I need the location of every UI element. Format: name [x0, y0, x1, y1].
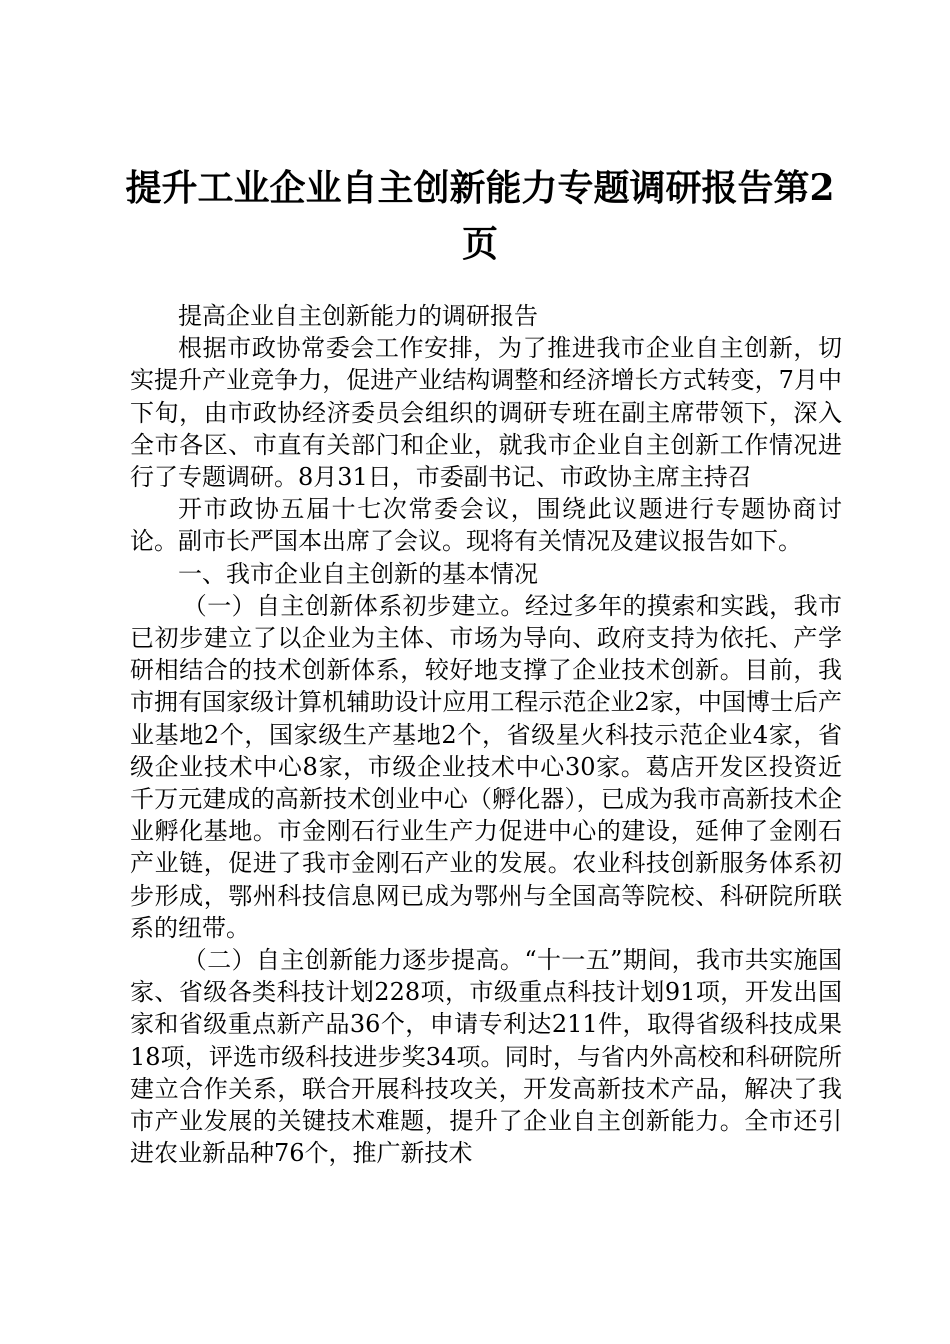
paragraph-meeting: 开市政协五届十七次常委会议，围绕此议题进行专题协商讨论。副市长严国本出席了会议。现将有关情况及建议报告如下。	[130, 495, 842, 556]
section-heading-basic-situation: 一、我市企业自主创新的基本情况	[178, 559, 538, 588]
paragraph-innovation-capacity: （二）自主创新能力逐步提高。“十一五”期间，我市共实施国家、省级各类科技计划228项，市级重点科技计划91项，开发出国家和省级重点新产品36个，申请专利达211件，取得省级科技成果18项，评选市级科技进步奖34项。同时，与省内外高校和科研院所建立合作关系，联合开展科技攻关，开发高新技术产品，解决了我市产业发展的关键技术难题，提升了企业自主创新能力。全市还引进农业新品种76个，推广新技术	[130, 946, 842, 1168]
document-title: 提升工业企业自主创新能力专题调研报告第2页	[125, 167, 835, 265]
document-body	[130, 300, 842, 1169]
paragraph-intro: 根据市政协常委会工作安排，为了推进我市企业自主创新，切实提升产业竞争力，促进产业结构调整和经济增长方式转变，7月中下旬，由市政协经济委员会组织的调研专班在副主席带领下，深入全市各区、市直有关部门和企业，就我市企业自主创新工作情况进行了专题调研。8月31日，市委副书记、市政协主席主持召	[130, 334, 842, 492]
paragraph-innovation-system: （一）自主创新体系初步建立。经过多年的摸索和实践，我市已初步建立了以企业为主体、市场为导向、政府支持为依托、产学研相结合的技术创新体系，较好地支撑了企业技术创新。目前，我市拥有国家级计算机辅助设计应用工程示范企业2家，中国博士后产业基地2个，国家级生产基地2个，省级星火科技示范企业4家，省级企业技术中心8家，市级企业技术中心30家。葛店开发区投资近千万元建成的高新技术创业中心（孵化器），已成为我市高新技术企业孵化基地。市金刚石行业生产力促进中心的建设，延伸了金刚石产业链，促进了我市金刚石产业的发展。农业科技创新服务体系初步形成，鄂州科技信息网已成为鄂州与全国高等院校、科研院所联系的纽带。	[130, 591, 842, 942]
paragraph-report-heading: 提高企业自主创新能力的调研报告	[178, 302, 538, 330]
